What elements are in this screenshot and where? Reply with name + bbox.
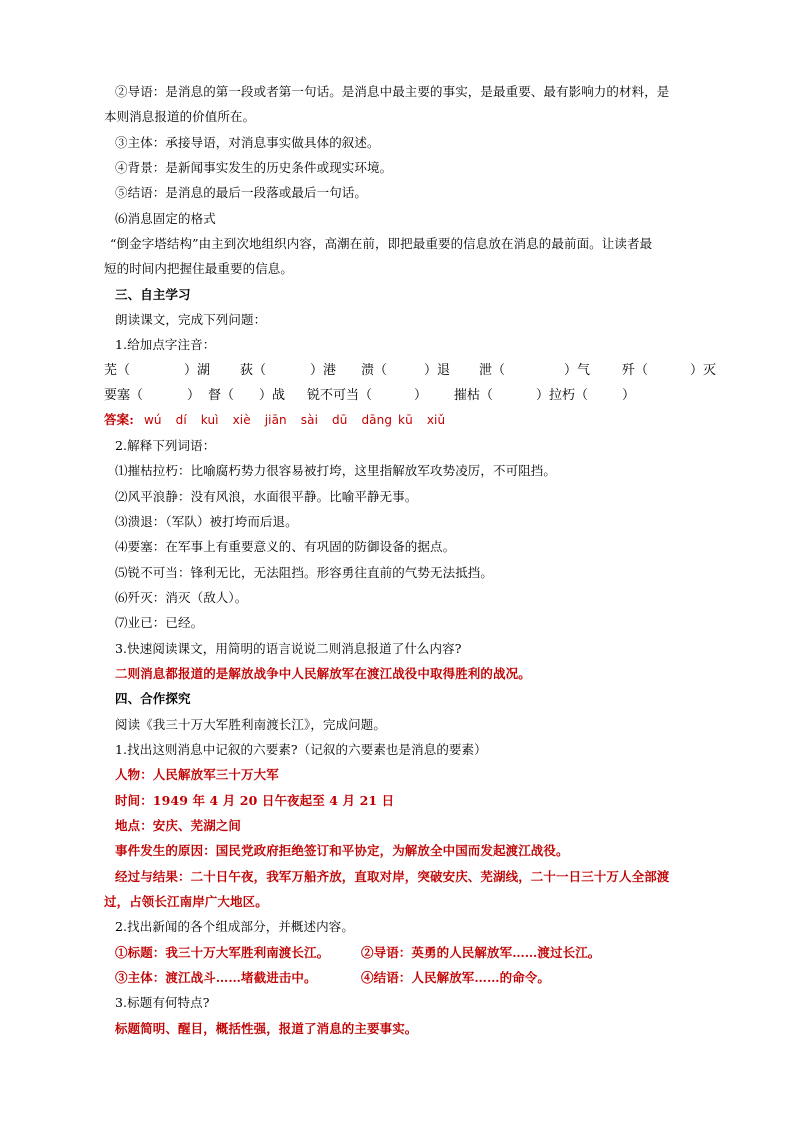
zhuyin-item: 督（ — [208, 388, 235, 403]
zhuyin-item: 泄（ — [479, 363, 506, 378]
zhuyin-item: 歼（ — [622, 363, 649, 378]
zhuyin-item: ） — [414, 388, 428, 403]
pinyin-item: dí — [175, 413, 187, 427]
pinyin-item: sài — [300, 413, 319, 427]
text-line: ③主体：承接导语，对消息事实做具体的叙述。 — [115, 135, 380, 150]
text-line: 本则消息报道的价值所在。 — [104, 109, 256, 124]
text-line: 阅读《我三十万大军胜利南渡长江》，完成问题。 — [115, 717, 386, 732]
section-heading: 三、自主学习 — [115, 287, 191, 302]
zhuyin-item: ） — [622, 388, 636, 403]
text-line: ⑶溃退：（军队）被打垮而后退。 — [115, 514, 298, 529]
text-line: ⑺业已：已经。 — [115, 615, 204, 630]
answer-line: 标题简明、醒目，概括性强，报道了消息的主要事实。 — [115, 1021, 418, 1036]
answer-label: 答案: — [104, 412, 134, 427]
answer-line: 地点：安庆、芜湖之间 — [115, 818, 242, 833]
text-line: ⑴摧枯拉朽：比喻腐朽势力很容易被打垮，这里指解放军攻势凌厉，不可阻挡。 — [115, 463, 557, 478]
zhuyin-item: ）拉朽（ — [536, 388, 589, 403]
answer-part: ①标题：我三十万大军胜利南渡长江。 — [115, 945, 330, 960]
pinyin-item: dū — [332, 413, 348, 427]
text-line: 1.找出这则消息中记叙的六要素?（记叙的六要素也是消息的要素） — [115, 742, 487, 757]
zhuyin-item: ）气 — [564, 363, 591, 378]
answer-line — [115, 945, 730, 961]
zhuyin-item: 芜（ — [104, 363, 131, 378]
zhuyin-item: ）灭 — [690, 363, 717, 378]
pinyin-item: xiǔ — [426, 413, 446, 427]
text-line: ⑹消息固定的格式 — [115, 211, 216, 226]
zhuyin-item: 锐不可当（ — [307, 388, 373, 403]
text-line: 朗读课文，完成下列问题： — [115, 312, 267, 327]
zhuyin-item: ） — [187, 388, 201, 403]
pinyin-item: jiān — [264, 413, 287, 427]
pinyin-item: xiè — [232, 413, 251, 427]
zhuyin-item: 溃（ — [361, 363, 388, 378]
text-line: 2.找出新闻的各个组成部分，并概述内容。 — [115, 919, 354, 934]
zhuyin-item: ）湖 — [184, 363, 211, 378]
answer-line: 过，占领长江南岸广大地区。 — [104, 894, 268, 909]
answer-line: 经过与结果：二十日午夜，我军万船齐放，直取对岸，突破安庆、芜湖线，二十一日三十万人全部渡 — [115, 869, 670, 884]
answer-line: 人物：人民解放军三十万大军 — [115, 767, 279, 782]
text-line: ⑷要塞：在军事上有重要意义的、有巩固的防御设备的据点。 — [115, 539, 456, 554]
zhuyin-item: ）港 — [310, 363, 337, 378]
text-line: 2.解释下列词语： — [115, 438, 216, 453]
text-line: ⑹歼灭：消灭（敌人）。 — [115, 590, 248, 605]
answer-line: 时间：1949 年 4 月 20 日午夜起至 4 月 21 日 — [115, 793, 395, 808]
text-line: ⑸锐不可当：锋利无比，无法阻挡。形容勇往直前的气势无法抵挡。 — [115, 565, 494, 580]
answer-part: ②导语：英勇的人民解放军……渡过长江。 — [361, 945, 601, 960]
zhuyin-item: 摧枯（ — [454, 388, 494, 403]
pinyin-item: kū — [398, 413, 413, 427]
zhuyin-item: 荻（ — [240, 363, 267, 378]
pinyin-item: dāng — [361, 413, 393, 427]
pinyin-item: kuì — [200, 413, 219, 427]
text-line: 3.标题有何特点? — [115, 995, 210, 1010]
zhuyin-item: 要塞（ — [104, 388, 144, 403]
text-line: ④背景：是新闻事实发生的历史条件或现实环境。 — [115, 160, 393, 175]
answer-line — [115, 970, 730, 986]
pinyin-item: wú — [144, 413, 162, 427]
text-line: “倒金字塔结构”由主到次地组织内容，高潮在前，即把最重要的信息放在消息的最前面。让读者最 — [110, 236, 653, 251]
text-line: ⑵风平浪静：没有风浪，水面很平静。比喻平静无事。 — [115, 489, 418, 504]
answer-pinyin — [104, 412, 719, 428]
text-line: 短的时间内把握住最重要的信息。 — [104, 261, 294, 276]
text-line: 3.快速阅读课文，用简明的语言说说二则消息报道了什么内容? — [115, 641, 462, 656]
answer-line: 事件发生的原因：国民党政府拒绝签订和平协定，为解放全中国而发起渡江战役。 — [115, 843, 569, 858]
answer-line: 二则消息都报道的是解放战争中人民解放军在渡江战役中取得胜利的战况。 — [115, 666, 531, 681]
text-line: ⑤结语：是消息的最后一段落或最后一句话。 — [115, 185, 368, 200]
answer-part: ③主体：渡江战斗……堵截进击中。 — [115, 970, 317, 985]
text-line: 1.给加点字注音： — [115, 337, 216, 352]
zhuyin-item: ）战 — [259, 388, 286, 403]
zhuyin-item: ）退 — [424, 363, 451, 378]
text-line: ②导语：是消息的第一段或者第一句话。是消息中最主要的事实，是最重要、最有影响力的材料，是 — [115, 84, 670, 99]
section-heading: 四、合作探究 — [115, 691, 191, 706]
answer-part: ④结语：人民解放军……的命令。 — [361, 970, 551, 985]
